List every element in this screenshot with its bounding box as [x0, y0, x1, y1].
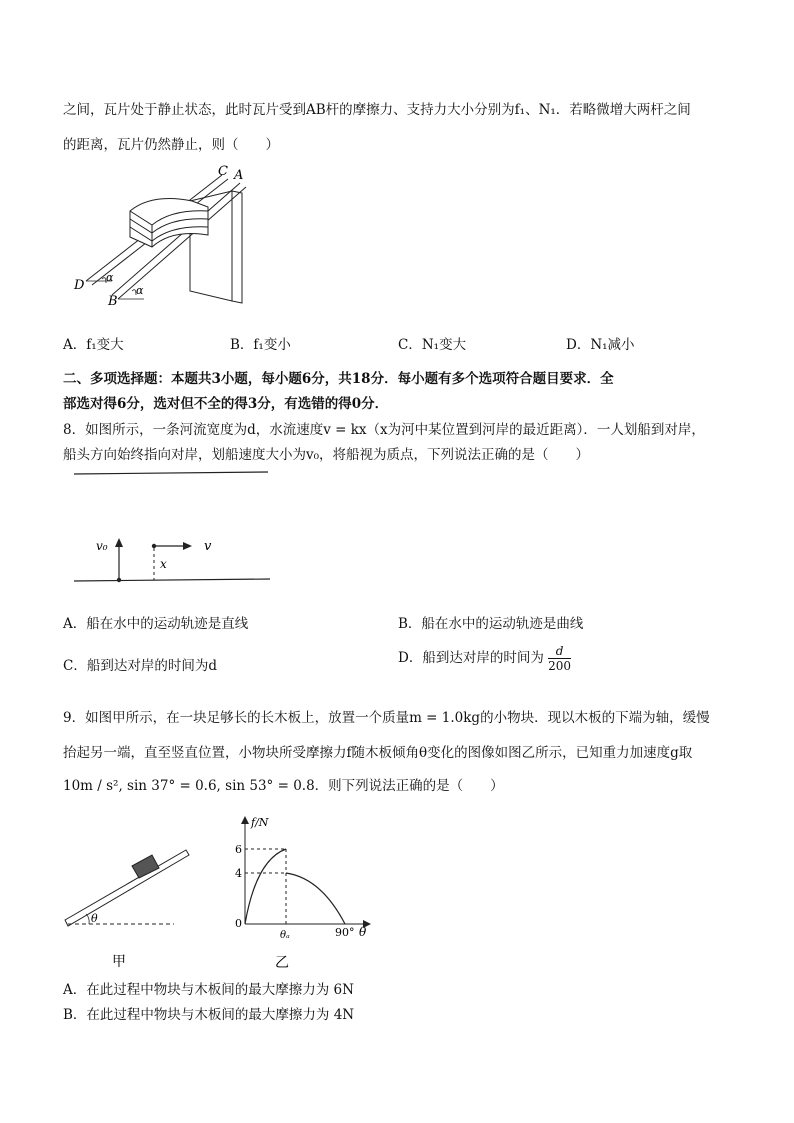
graph-ylabel: f/N: [251, 816, 269, 829]
fraction-d-over-200: $\frac{d}{200}$: [548, 644, 572, 673]
graph-origin: 0: [235, 917, 242, 930]
label-alpha-2: α: [136, 284, 144, 297]
q9-figure-yi-graph: [226, 812, 376, 974]
label-a: A: [234, 168, 244, 183]
q7-option-d[interactable]: D．N₁减小: [566, 337, 635, 353]
q9-text-line3: 10m / s², sin 37° = 0.6, sin 53° = 0.8．则下列说法正确的是（ ）: [63, 778, 504, 794]
q8-option-a[interactable]: A．船在水中的运动轨迹是直线: [63, 616, 249, 632]
label-d: D: [74, 278, 85, 293]
section2-heading-line1: 二、多项选择题：本题共3小题，每小题6分，共18分．每小题有多个选项符合题目要求．全: [63, 371, 614, 387]
q9-option-b[interactable]: B．在此过程中物块与木板间的最大摩擦力为 4N: [63, 1007, 355, 1023]
label-v: v: [204, 539, 212, 554]
q8-text-line1: 8．如图所示，一条河流宽度为d，水流速度v = kx（x为河中某位置到河岸的最近距离）．一人划船到对岸，: [63, 422, 705, 438]
q9-text-line2: 抬起另一端，直至竖直位置，小物块所受摩擦力f随木板倾角θ变化的图像如图乙所示，已知重力加速度g取: [63, 745, 693, 761]
graph-tick-6: 6: [235, 843, 242, 856]
q7-option-b[interactable]: B．f₁变小: [230, 337, 291, 353]
q8-text-line2: 船头方向始终指向对岸，划船速度大小为v₀，将船视为质点，下列说法正确的是（ ）: [63, 447, 590, 463]
q8-option-b[interactable]: B．船在水中的运动轨迹是曲线: [398, 616, 584, 632]
q8-option-d[interactable]: D．船到达对岸的时间为 $\frac{d}{200}$: [398, 644, 572, 673]
q9-option-a[interactable]: A．在此过程中物块与木板间的最大摩擦力为 6N: [63, 982, 354, 998]
graph-tick-theta-a: θₐ: [280, 930, 290, 941]
label-c: C: [218, 164, 228, 179]
q7-text-line2: 的距离，瓦片仍然静止，则（ ）: [63, 137, 279, 153]
q7-option-a[interactable]: A．f₁变大: [63, 337, 124, 353]
section2-heading-line2: 部选对得6分，选对但不全的得3分，有选错的得0分．: [63, 396, 389, 412]
q7-text-line1: 之间，瓦片处于静止状态，此时瓦片受到AB杆的摩擦力、支持力大小分别为f₁、N₁．若略微增大两杆之间: [63, 102, 691, 118]
q9-text-line1: 9．如图甲所示，在一块足够长的长木板上，放置一个质量m = 1.0kg的小物块．现以木板的下端为轴，缓慢: [63, 710, 710, 726]
q7-figure-tile-rods: [72, 163, 252, 313]
graph-tick-4: 4: [235, 867, 242, 880]
q8-option-c[interactable]: C．船到达对岸的时间为d: [63, 658, 217, 674]
label-v0: v₀: [96, 539, 108, 553]
q8-figure-river: [74, 468, 274, 588]
graph-tick-90: 90°: [335, 926, 355, 939]
label-x: x: [160, 557, 167, 571]
caption-yi: 乙: [275, 955, 289, 971]
label-b: B: [108, 294, 118, 309]
graph-xlabel: θ: [359, 925, 367, 939]
label-alpha-1: α: [106, 271, 114, 284]
q7-option-c[interactable]: C．N₁变大: [398, 337, 467, 353]
label-theta-jia: θ: [91, 912, 98, 925]
caption-jia: 甲: [112, 954, 126, 970]
q9-figure-jia-incline: [62, 838, 202, 973]
